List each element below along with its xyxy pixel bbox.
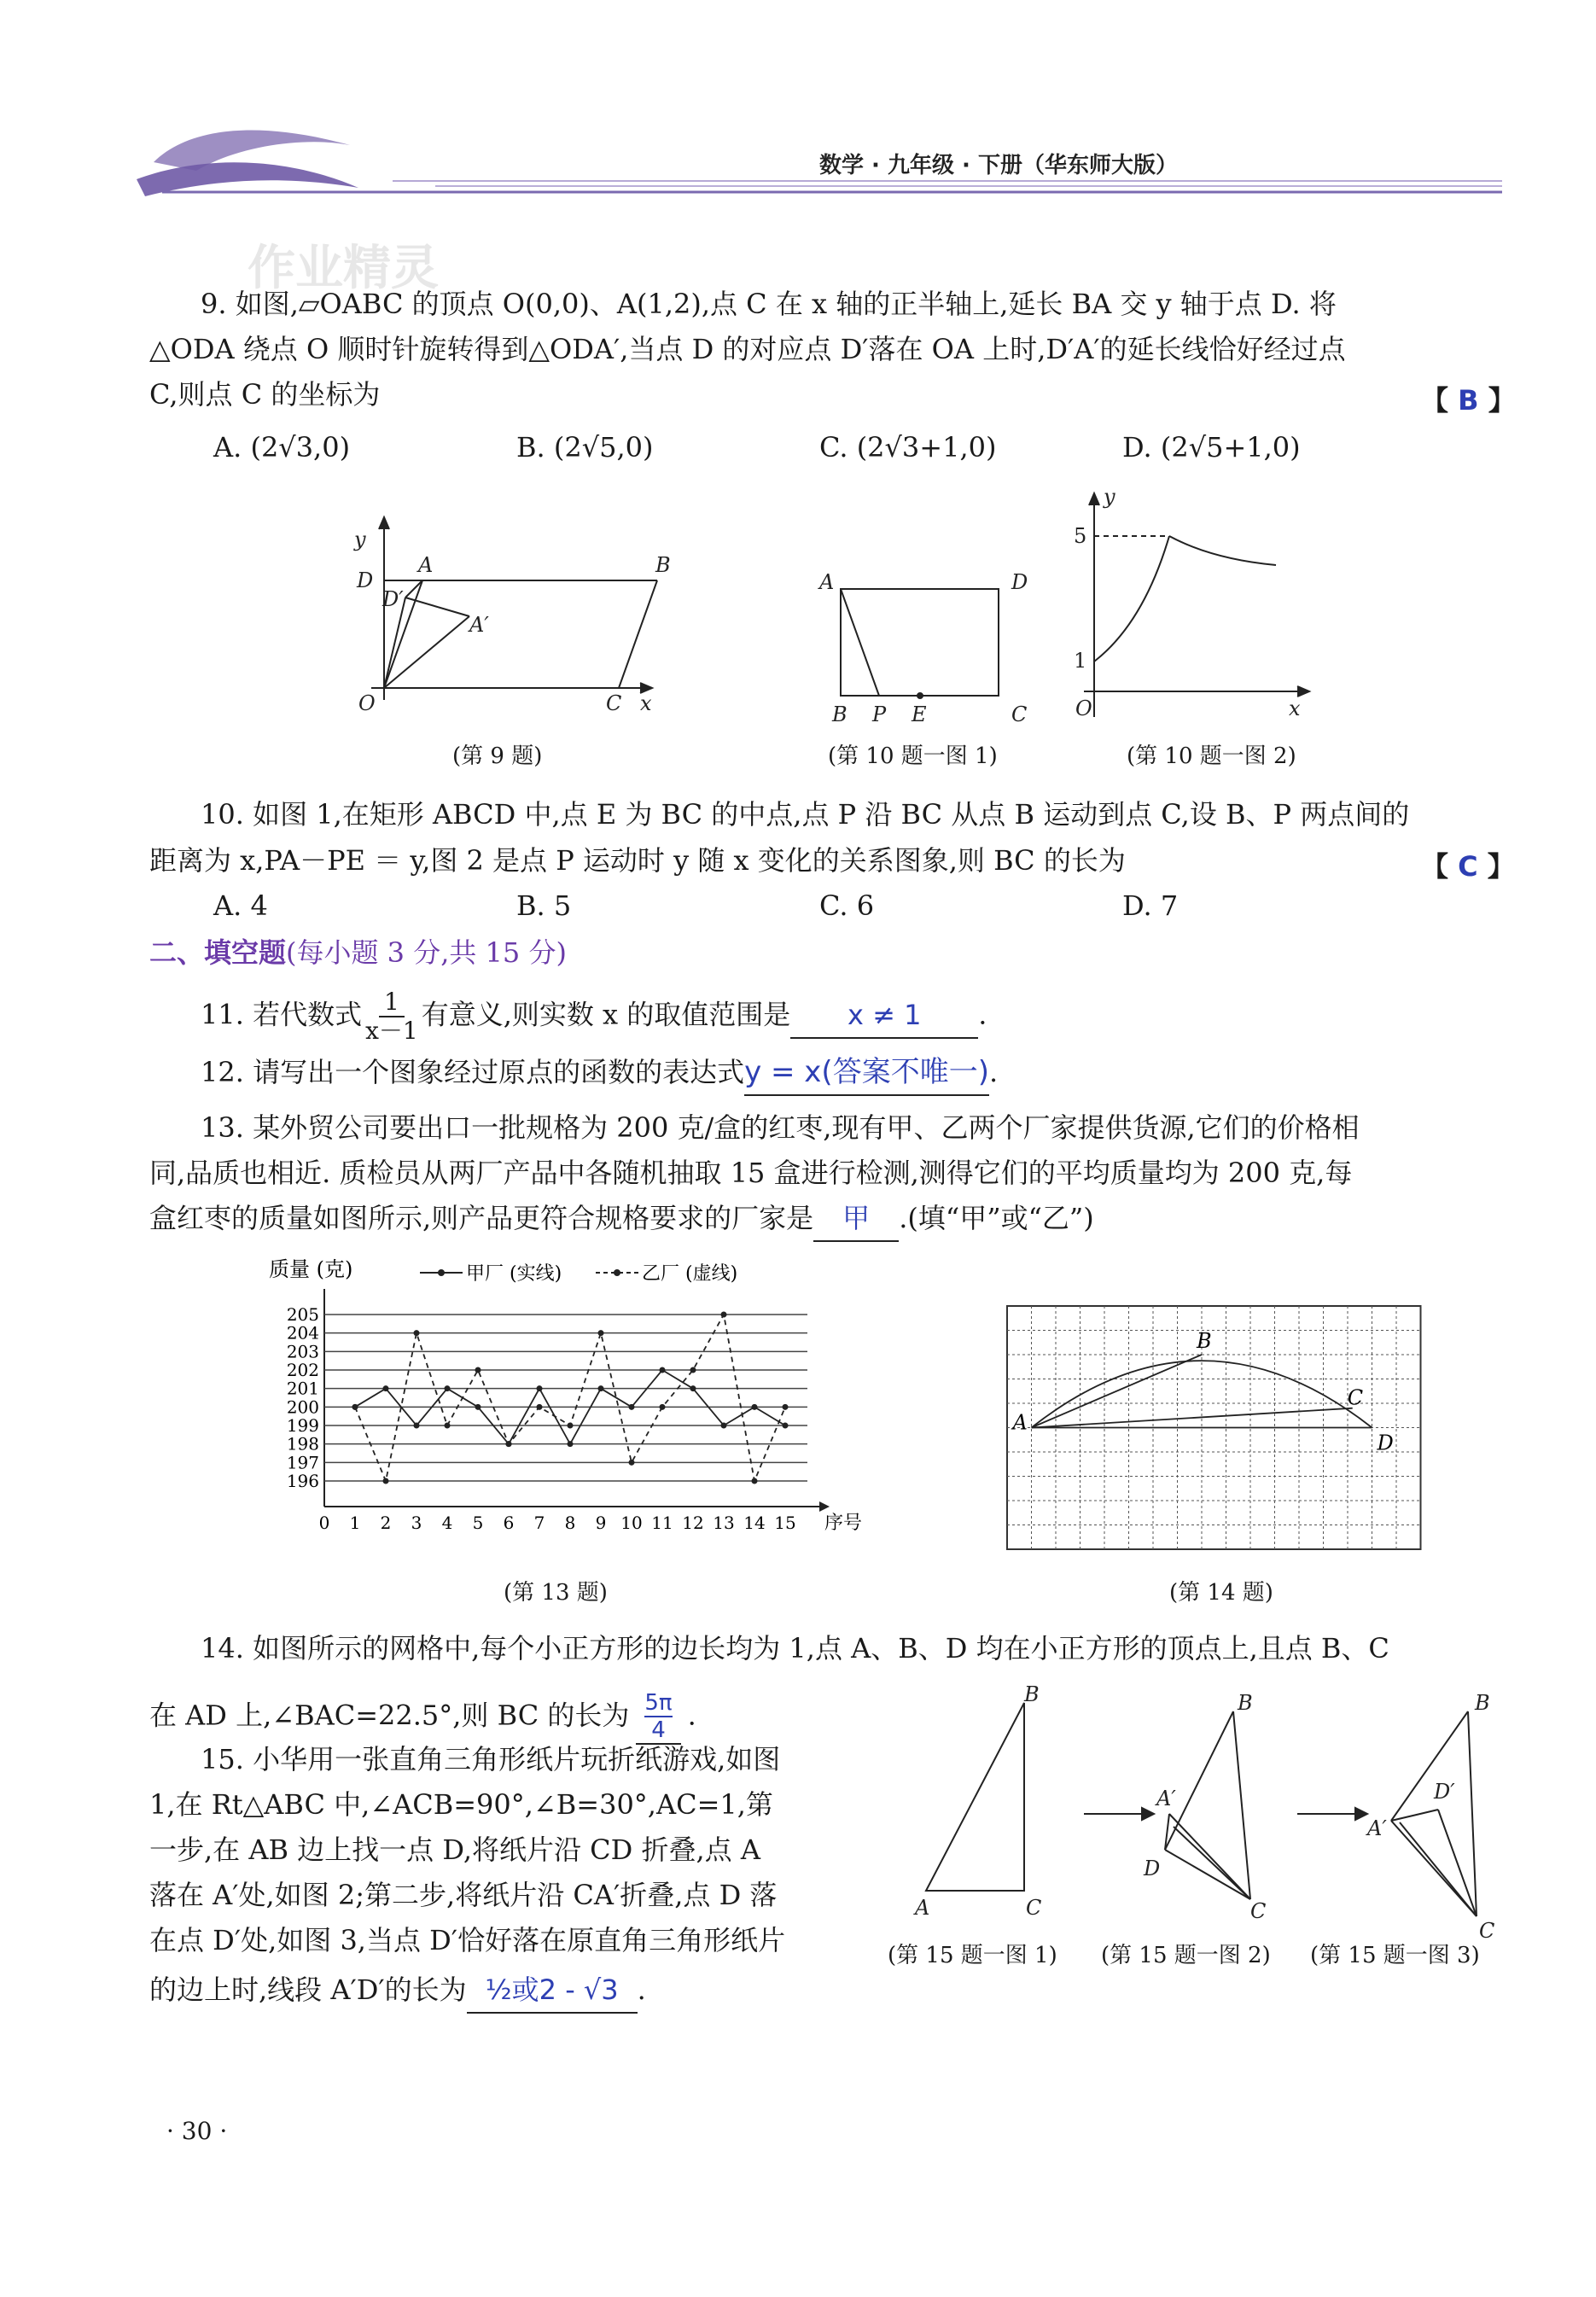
q15-line4: 落在 A′处,如图 2;第二步,将纸片沿 CA′折叠,点 D 落 (149, 1879, 778, 1911)
series-yi-line (355, 1315, 785, 1481)
q11-answer: x ≠ 1 (790, 993, 978, 1039)
page-number: · 30 · (166, 2117, 228, 2145)
q10-line1: 10. 如图 1,在矩形 ABCD 中,点 E 为 BC 的中点,点 P 沿 BC 从点 B 运动到点 C,设 B、P 两点间的 (201, 798, 1410, 831)
fig9-label-aprime: A′ (469, 613, 489, 637)
figure-14 (1003, 1302, 1430, 1566)
fig10b-label-5: 5 (1074, 524, 1087, 548)
q15-line1: 15. 小华用一张直角三角形纸片玩折纸游戏,如图 (201, 1743, 781, 1775)
legend-label-dashed: 乙厂 (虚线) (642, 1263, 738, 1285)
fig15-3-label-c: C (1479, 1919, 1495, 1943)
chart-xtick-label: 4 (441, 1513, 453, 1533)
segment-ac (1032, 1408, 1353, 1428)
section2-title: 二、填空题 (149, 936, 287, 969)
fig9-label-x: x (640, 691, 652, 715)
fig15-1-label-c: C (1026, 1896, 1042, 1920)
series-yi-point (660, 1404, 666, 1410)
fig14-label-b: B (1197, 1329, 1212, 1353)
q11 (201, 988, 987, 1045)
figures-15 (888, 1686, 1519, 1950)
q11-prefix: 11. 若代数式 (201, 998, 363, 1031)
chart-xtick-label: 1 (349, 1513, 361, 1533)
section2-heading (149, 930, 567, 975)
series-yi-point (598, 1330, 604, 1336)
caption-fig15-3: (第 15 题一图 3) (1310, 1943, 1480, 1968)
series-jia-point (721, 1423, 727, 1429)
chart-ytick-label: 199 (286, 1415, 319, 1436)
chart-ytick-label: 200 (286, 1396, 319, 1418)
q12 (201, 1050, 998, 1096)
chart-xlabel: 序号 (824, 1513, 863, 1534)
chart-xtick-label: 13 (713, 1513, 735, 1533)
q10-option-d: D. 7 (1122, 889, 1179, 922)
chart-ytick-label: 204 (286, 1322, 319, 1344)
q11-frac-den: x－1 (365, 1017, 418, 1045)
q15-line3: 一步,在 AB 边上找一点 D,将纸片沿 CD 折叠,点 A (149, 1834, 760, 1866)
fig10b-label-1: 1 (1074, 649, 1087, 673)
q12-answer: y = x(答案不唯一) (744, 1050, 989, 1096)
fig10a-label-b: B (832, 703, 848, 726)
q9-answer: B (1458, 384, 1479, 417)
series-yi-point (383, 1478, 389, 1484)
series-yi-point (690, 1367, 696, 1373)
q10-option-a: A. 4 (213, 889, 268, 922)
section2-note: (每小题 3 分,共 15 分) (286, 936, 567, 969)
fig15-2-label-aprime: A′ (1156, 1787, 1176, 1810)
chart-xtick-label: 12 (682, 1513, 704, 1533)
fig15-arrow-2 (1297, 1808, 1367, 1820)
q15-line6 (149, 1968, 646, 2014)
legend-marker-dashed (614, 1269, 620, 1276)
figure-9 (371, 517, 657, 700)
q9-line2: △ODA 绕点 O 顺时针旋转得到△ODA′,当点 D 的对应点 D′落在 OA 上时,D′A′的延长线恰好经过点 (149, 333, 1346, 365)
q13-answer: 甲 (813, 1196, 899, 1242)
series-yi-point (752, 1478, 758, 1484)
chart-ylabel: 质量 (克) (269, 1257, 353, 1281)
figure-10-2 (1084, 493, 1309, 717)
q13-line3 (149, 1196, 1094, 1242)
chart-xtick-label: 14 (743, 1513, 766, 1533)
q11-end: . (978, 998, 987, 1031)
chart-xtick-label: 6 (503, 1513, 515, 1533)
series-yi-point (629, 1460, 635, 1466)
fig9-label-o: O (358, 691, 376, 715)
fig9-label-d: D (357, 568, 374, 592)
caption-fig14: (第 14 题) (1169, 1580, 1273, 1606)
series-yi-point (506, 1441, 512, 1447)
series-yi-point (445, 1423, 451, 1429)
q15-answer: ½或2 - √3 (467, 1968, 638, 2014)
q13-chart (256, 1251, 871, 1558)
fig15-2-label-c: C (1250, 1899, 1267, 1923)
chart-ytick-label: 201 (286, 1378, 319, 1399)
legend-label-solid: 甲厂 (实线) (466, 1263, 562, 1285)
q9-line3: C,则点 C 的坐标为 (149, 378, 381, 411)
fig9-label-dprime: D′ (382, 587, 404, 611)
series-jia-point (629, 1404, 635, 1410)
q12-text: 12. 请写出一个图象经过原点的函数的表达式 (201, 1056, 745, 1088)
chart-xtick-label: 11 (651, 1513, 673, 1533)
q10-answer-bracket: 【 C 】 (1421, 850, 1515, 883)
q15-end: . (637, 1973, 646, 2006)
fig15-1-label-a: A (915, 1896, 930, 1920)
q13-line3b: .(填“甲”或“乙”) (899, 1202, 1094, 1234)
fig14-label-d: D (1377, 1431, 1394, 1455)
header-title: 数学 · 九年级 · 下册（华东师大版） (819, 153, 1178, 178)
q15-last-prefix: 的边上时,线段 A′D′的长为 (149, 1973, 467, 2006)
q11-suffix: 有意义,则实数 x 的取值范围是 (421, 998, 791, 1031)
chart-ytick-label: 203 (286, 1341, 319, 1362)
series-jia-point (537, 1385, 543, 1391)
series-yi-point (414, 1330, 420, 1336)
fig10a-label-p: P (872, 703, 887, 726)
fig9-label-a: A (418, 553, 434, 577)
segment-ab (1032, 1355, 1203, 1428)
caption-fig13: (第 13 题) (504, 1580, 608, 1606)
series-jia-point (414, 1423, 420, 1429)
fig14-label-a: A (1012, 1410, 1028, 1435)
q10-answer: C (1458, 850, 1478, 883)
chart-x-arrow (819, 1501, 830, 1512)
fig10a-label-e: E (912, 703, 927, 726)
chart-xtick-label: 15 (774, 1513, 796, 1533)
chart-ytick-label: 197 (286, 1452, 319, 1473)
fig10b-label-y: y (1104, 487, 1115, 509)
fig10b-label-x: x (1289, 697, 1301, 720)
fig10a-label-c: C (1011, 703, 1028, 726)
series-yi-point (721, 1312, 727, 1318)
chart-xtick-label: 2 (380, 1513, 392, 1533)
chart-xtick-label: 8 (564, 1513, 576, 1533)
fig10a-label-a: A (819, 570, 835, 594)
q15-line2: 1,在 Rt△ABC 中,∠ACB=90°,∠B=30°,AC=1,第 (149, 1788, 773, 1821)
caption-fig15-1: (第 15 题一图 1) (888, 1943, 1057, 1968)
q9-option-a: A. (2√3,0) (213, 431, 351, 463)
q11-frac-num: 1 (379, 988, 405, 1017)
q13-line1: 13. 某外贸公司要出口一批规格为 200 克/盒的红枣,现有甲、乙两个厂家提供货源,它们的价格相 (201, 1111, 1360, 1144)
q9-option-c: C. (2√3+1,0) (819, 431, 997, 463)
q12-end: . (988, 1056, 999, 1088)
q9-option-d: D. (2√5+1,0) (1122, 431, 1301, 463)
fig9-label-y: y (354, 528, 366, 551)
caption-fig15-2: (第 15 题一图 2) (1101, 1943, 1271, 1968)
chart-xtick-label: 9 (595, 1513, 607, 1533)
fig9-label-c: C (606, 691, 622, 715)
fig15-3-label-b: B (1475, 1691, 1490, 1715)
series-yi-point (783, 1404, 789, 1410)
series-jia-point (598, 1385, 604, 1391)
fig15-3-label-dprime: D′ (1434, 1780, 1455, 1804)
fig10b-label-o: O (1075, 697, 1092, 720)
series-jia-point (783, 1423, 789, 1429)
q14-end: . (687, 1699, 696, 1732)
caption-fig10-2: (第 10 题一图 2) (1127, 743, 1296, 769)
series-jia-point (383, 1385, 389, 1391)
figures-row1 (341, 487, 1366, 726)
series-jia-point (568, 1441, 574, 1447)
chart-ytick-label: 205 (286, 1304, 319, 1325)
fig9-label-b: B (655, 553, 671, 577)
fig15-2-label-d: D (1144, 1857, 1161, 1880)
q9-line1: 9. 如图,▱OABC 的顶点 O(0,0)、A(1,2),点 C 在 x 轴的正半轴上,延长 BA 交 y 轴于点 D. 将 (201, 288, 1337, 320)
series-jia-point (752, 1404, 758, 1410)
legend-marker-solid (438, 1269, 445, 1276)
q10-option-c: C. 6 (819, 889, 875, 922)
caption-fig10-1: (第 10 题一图 1) (828, 743, 998, 769)
series-jia-point (660, 1367, 666, 1373)
chart-ytick-label: 202 (286, 1360, 319, 1380)
q13-line3a: 盒红枣的质量如图所示,则产品更符合规格要求的厂家是 (149, 1202, 814, 1234)
series-jia-point (445, 1385, 451, 1391)
q14-answer-den: 4 (651, 1717, 666, 1743)
series-jia-point (475, 1404, 481, 1410)
caption-fig9: (第 9 题) (452, 743, 543, 769)
chart-xtick-label: 0 (318, 1513, 330, 1533)
q13-line2: 同,品质也相近. 质检员从两厂产品中各随机抽取 15 盒进行检测,测得它们的平均质量均为 200 克,每 (149, 1157, 1353, 1189)
chart-ytick-label: 198 (286, 1433, 319, 1455)
q10-line2: 距离为 x,PA－PE ＝ y,图 2 是点 P 运动时 y 随 x 变化的关系图象,则 BC 的长为 (149, 844, 1126, 877)
chart-xtick-label: 5 (472, 1513, 484, 1533)
chart-ytick-label: 196 (286, 1471, 319, 1491)
q10-option-b: B. 5 (516, 889, 572, 922)
q14-line1: 14. 如图所示的网格中,每个小正方形的边长均为 1,点 A、B、D 均在小正方形的顶点上,且点 B、C (201, 1632, 1389, 1664)
q11-fraction (365, 988, 418, 1045)
fig15-3 (1391, 1711, 1477, 1916)
series-yi-point (568, 1423, 574, 1429)
fig15-2-label-b: B (1238, 1691, 1253, 1715)
chart-xtick-label: 3 (411, 1513, 422, 1533)
fig15-1 (926, 1703, 1024, 1891)
fig15-3-label-aprime: A′ (1367, 1816, 1387, 1840)
q9-answer-bracket: 【 B 】 (1421, 384, 1516, 417)
fig15-2 (1165, 1711, 1250, 1899)
chart-xtick-label: 10 (620, 1513, 643, 1533)
q14-line2a: 在 AD 上,∠BAC=22.5°,则 BC 的长为 (149, 1699, 630, 1732)
series-yi-point (352, 1404, 358, 1410)
series-jia-point (690, 1385, 696, 1391)
figure-10-1 (841, 589, 999, 698)
chart-xtick-label: 7 (533, 1513, 545, 1533)
fig15-arrow-1 (1084, 1808, 1154, 1820)
watermark: 作业精灵 (248, 241, 439, 296)
fig15-1-label-b: B (1024, 1686, 1040, 1706)
fig14-label-c: C (1347, 1385, 1364, 1410)
q15-line5: 在点 D′处,如图 3,当点 D′恰好落在原直角三角形纸片 (149, 1924, 786, 1956)
series-yi-point (537, 1404, 543, 1410)
fig10a-label-d: D (1011, 570, 1028, 594)
series-yi-point (475, 1367, 481, 1373)
q9-option-b: B. (2√5,0) (516, 431, 654, 463)
q14-answer-num: 5π (644, 1690, 673, 1716)
